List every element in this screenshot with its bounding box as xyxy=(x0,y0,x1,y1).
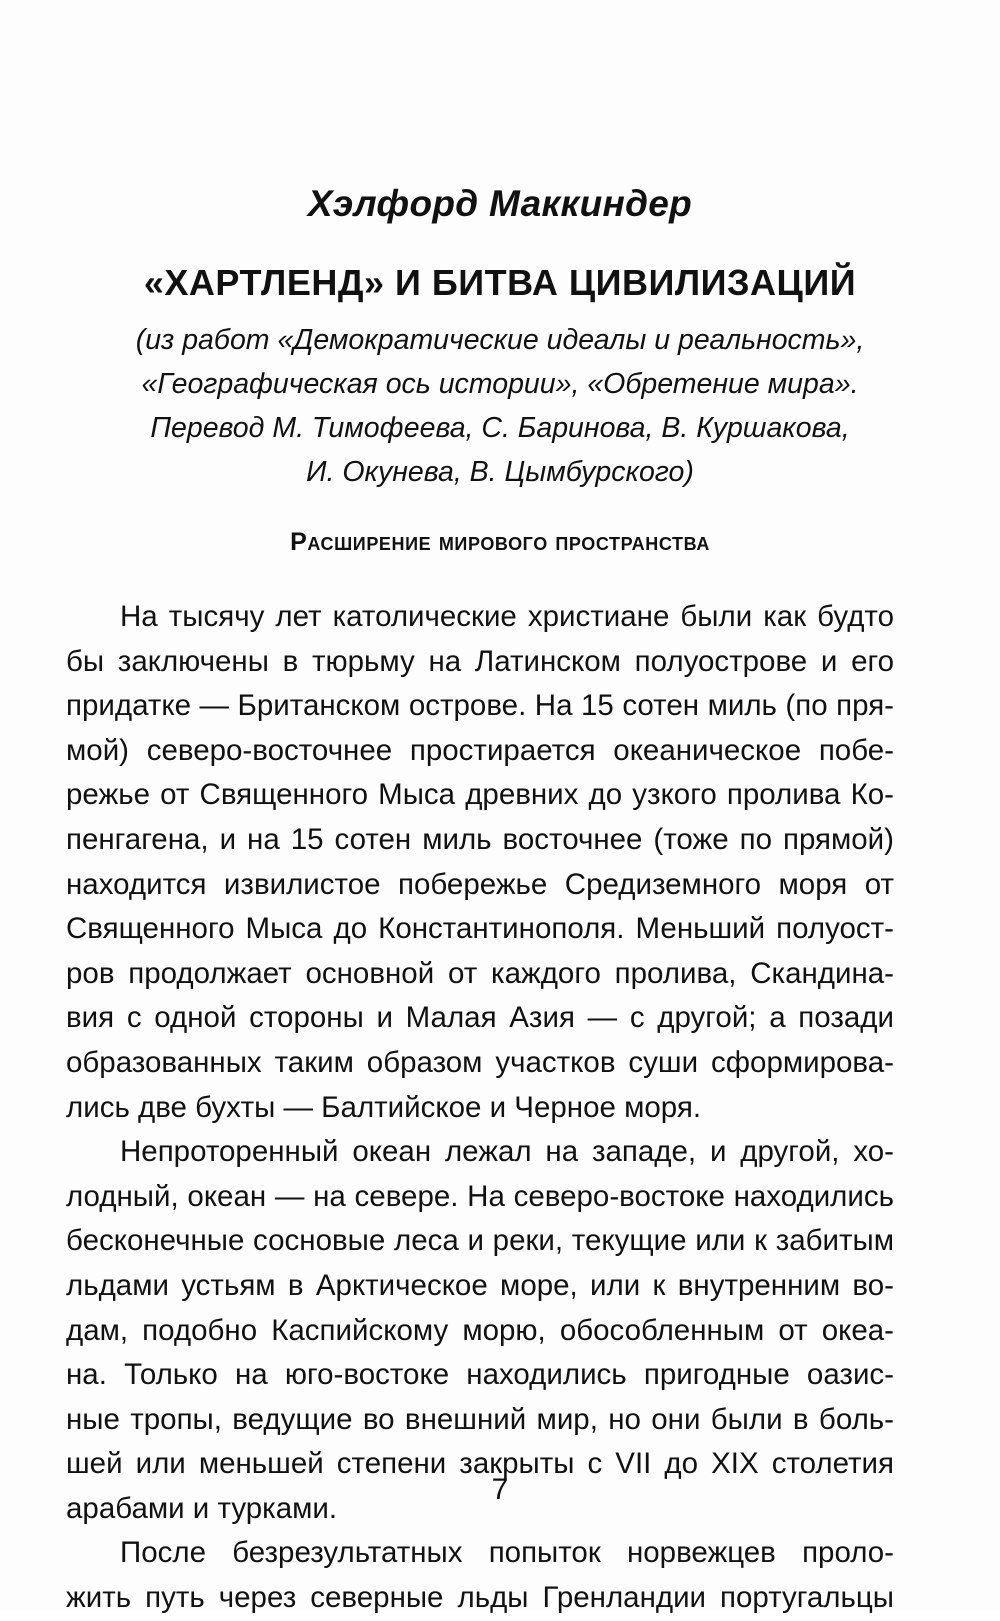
chapter-subtitle xyxy=(110,318,890,494)
text-line: На тысячу лет католические христиане были как будто xyxy=(120,600,894,633)
author-name: Хэлфорд Маккиндер xyxy=(307,183,693,224)
body-text xyxy=(66,595,894,1621)
text-line: придатке — Британском острове. На 15 сотен миль (по пря- xyxy=(66,689,894,723)
text-line: режье от Священного Мыса древних до узкого пролива Ко- xyxy=(66,778,894,812)
text-line: бы заключены в тюрьму на Латинском полуострове и его xyxy=(66,644,894,678)
subtitle-line: (из работ «Демократические идеалы и реальность», xyxy=(135,324,865,356)
text-line: жить путь через северные льды Гренландии португальцы xyxy=(66,1581,894,1615)
text-line: находится извилистое побережье Средиземного моря от xyxy=(66,867,894,901)
text-line: бесконечные сосновые леса и реки, текущие или к забитым xyxy=(66,1224,894,1258)
text-line: лись две бухты — Балтийское и Черное моря. xyxy=(66,1090,702,1124)
text-line: арабами и турками. xyxy=(66,1491,338,1525)
text-line: ные тропы, ведущие во внешний мир, но они были в боль- xyxy=(66,1402,894,1436)
section-heading: Расширение мирового пространства xyxy=(290,528,710,556)
text-line: пенгагена, и на 15 сотен миль восточнее (тоже по прямой) xyxy=(66,822,894,856)
text-line: на. Только на юго-востоке находились пригодные оазис- xyxy=(66,1358,894,1392)
text-line: образованных таким образом участков суши сформирова- xyxy=(66,1045,894,1079)
text-line: вия с одной стороны и Малая Азия — с другой; а позади xyxy=(66,1001,894,1035)
text-line: дам, подобно Каспийскому морю, обособленным от океа- xyxy=(66,1313,894,1347)
subtitle-line: Перевод М. Тимофеева, С. Баринова, В. Куршакова, xyxy=(150,412,850,444)
text-line: ров продолжает основной от каждого пролива, Скандина- xyxy=(66,956,894,990)
subtitle-line: И. Окунева, В. Цымбурского) xyxy=(306,456,694,488)
text-line: После безрезультатных попыток норвежцев проло- xyxy=(120,1536,894,1570)
text-line: Непроторенный океан лежал на западе, и другой, хо- xyxy=(120,1135,894,1169)
chapter-title: «ХАРТЛЕНД» И БИТВА ЦИВИЛИЗАЦИЙ xyxy=(143,262,857,303)
text-line: Священного Мыса до Константинополя. Меньший полуост- xyxy=(66,912,894,946)
text-line: мой) северо-восточнее простирается океаническое побе- xyxy=(66,733,894,767)
subtitle-line: «Географическая ось истории», «Обретение мира». xyxy=(141,368,859,400)
text-line: шей или меньшей степени закрыты с VII до XIX столетия xyxy=(66,1447,894,1481)
page-number: 7 xyxy=(491,1473,509,1506)
text-line: лодный, океан — на севере. На северо-востоке находились xyxy=(66,1179,894,1213)
text-line: льдами устьям в Арктическое море, или к внутренним во- xyxy=(66,1268,894,1302)
